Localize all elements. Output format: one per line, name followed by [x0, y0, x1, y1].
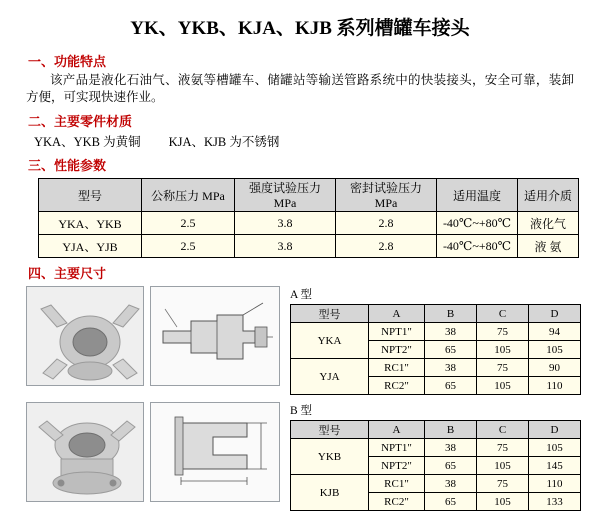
perf-col-1: 公称压力 MPa: [142, 179, 235, 212]
section-heading-features: 一、功能特点: [28, 54, 107, 69]
perf-r0c3: 2.8: [336, 212, 437, 235]
dim-b-r3c4: 133: [529, 493, 581, 511]
dim-b-r3c2: 65: [425, 493, 477, 511]
dim-b-r2c4: 110: [529, 475, 581, 493]
group-a-label: A 型: [290, 289, 313, 301]
dim-a-r2c3: 75: [477, 359, 529, 377]
perf-r1c5: 液 氨: [518, 235, 579, 258]
dim-b-r3c3: 105: [477, 493, 529, 511]
dim-b-model-2: KJB: [291, 475, 369, 511]
perf-r1c1: 2.5: [142, 235, 235, 258]
table-header-row: [291, 421, 581, 439]
dimension-blocks: [10, 286, 590, 511]
dim-a-r1c4: 105: [529, 341, 581, 359]
dim-a-r3c3: 105: [477, 377, 529, 395]
dimension-group-a: [10, 286, 590, 395]
dim-a-r3c1: RC2": [369, 377, 425, 395]
dim-b-r0c4: 105: [529, 439, 581, 457]
dim-b-model-1: YKB: [291, 439, 369, 475]
section-heading-performance: 三、性能参数: [28, 158, 107, 173]
perf-r1c3: 2.8: [336, 235, 437, 258]
dim-a-r2c1: RC1": [369, 359, 425, 377]
dim-b-r0c3: 75: [477, 439, 529, 457]
dim-b-r1c4: 145: [529, 457, 581, 475]
group-b-images: [26, 402, 280, 502]
dim-a-r1c1: NPT2": [369, 341, 425, 359]
dim-a-r0c4: 94: [529, 323, 581, 341]
dim-a-r0c2: 38: [425, 323, 477, 341]
dim-b-col-3: C: [477, 421, 529, 439]
perf-r1c4: -40℃~+80℃: [437, 235, 518, 258]
dim-a-r3c2: 65: [425, 377, 477, 395]
dim-b-r3c1: RC2": [369, 493, 425, 511]
page-title: YK、YKB、KJA、KJB 系列槽罐车接头: [130, 18, 470, 39]
perf-r1c2: 3.8: [235, 235, 336, 258]
table-row: [39, 212, 579, 235]
perf-r0c2: 3.8: [235, 212, 336, 235]
dim-a-r1c3: 105: [477, 341, 529, 359]
dim-a-r2c2: 38: [425, 359, 477, 377]
dim-b-r0c1: NPT1": [369, 439, 425, 457]
group-b-label: B 型: [290, 405, 313, 417]
materials-left: YKA、YKB 为黄铜: [34, 135, 141, 149]
perf-col-2: 强度试验压力 MPa: [235, 179, 336, 212]
table-row: [291, 439, 581, 457]
dim-b-r0c2: 38: [425, 439, 477, 457]
dim-a-r1c2: 65: [425, 341, 477, 359]
dimension-table-b: [290, 420, 581, 511]
drawing-b: [150, 402, 280, 502]
dimensions-section: [10, 286, 590, 511]
perf-r1c0: YJA、YJB: [39, 235, 142, 258]
table-header-row: [291, 305, 581, 323]
dim-b-col-4: D: [529, 421, 581, 439]
features-text: 该产品是液化石油气、液氨等槽罐车、储罐站等输送管路系统中的快装接头，安全可靠，装卸方便，可实现快速作业。: [26, 73, 574, 104]
dim-b-r2c3: 75: [477, 475, 529, 493]
dim-a-r2c4: 90: [529, 359, 581, 377]
group-a-images: [26, 286, 280, 386]
dim-a-col-1: A: [369, 305, 425, 323]
dim-b-col-1: A: [369, 421, 425, 439]
perf-r0c5: 液化气: [518, 212, 579, 235]
dim-a-col-3: C: [477, 305, 529, 323]
dim-b-r1c3: 105: [477, 457, 529, 475]
performance-table: [38, 178, 579, 258]
dim-b-r2c2: 38: [425, 475, 477, 493]
materials-right: KJA、KJB 为不锈钢: [168, 135, 280, 149]
photo-a: [26, 286, 144, 386]
table-row: [291, 323, 581, 341]
table-row: [291, 475, 581, 493]
section-heading-dimensions: 四、主要尺寸: [28, 266, 107, 281]
perf-col-4: 适用温度: [437, 179, 518, 212]
dim-b-r1c1: NPT2": [369, 457, 425, 475]
perf-col-0: 型号: [39, 179, 142, 212]
perf-r0c4: -40℃~+80℃: [437, 212, 518, 235]
group-b-table-wrap: [290, 402, 581, 511]
table-row: [39, 235, 579, 258]
dim-a-col-2: B: [425, 305, 477, 323]
perf-r0c0: YKA、YKB: [39, 212, 142, 235]
dimension-table-a: [290, 304, 581, 395]
dim-a-r3c4: 110: [529, 377, 581, 395]
dim-b-r2c1: RC1": [369, 475, 425, 493]
photo-b: [26, 402, 144, 502]
dim-a-model-1: YKA: [291, 323, 369, 359]
drawing-a: [150, 286, 280, 386]
perf-col-3: 密封试验压力 MPa: [336, 179, 437, 212]
dim-a-r0c1: NPT1": [369, 323, 425, 341]
materials-line: [34, 132, 590, 150]
perf-r0c1: 2.5: [142, 212, 235, 235]
dim-b-col-0: 型号: [291, 421, 369, 439]
dim-a-col-0: 型号: [291, 305, 369, 323]
dim-a-model-2: YJA: [291, 359, 369, 395]
dim-b-col-2: B: [425, 421, 477, 439]
dim-a-r0c3: 75: [477, 323, 529, 341]
group-a-table-wrap: [290, 286, 581, 395]
dim-a-col-4: D: [529, 305, 581, 323]
table-row: [291, 359, 581, 377]
perf-col-5: 适用介质: [518, 179, 579, 212]
table-header-row: [39, 179, 579, 212]
section-heading-materials: 二、主要零件材质: [28, 114, 133, 129]
dimension-group-b: [10, 402, 590, 511]
dim-b-r1c2: 65: [425, 457, 477, 475]
